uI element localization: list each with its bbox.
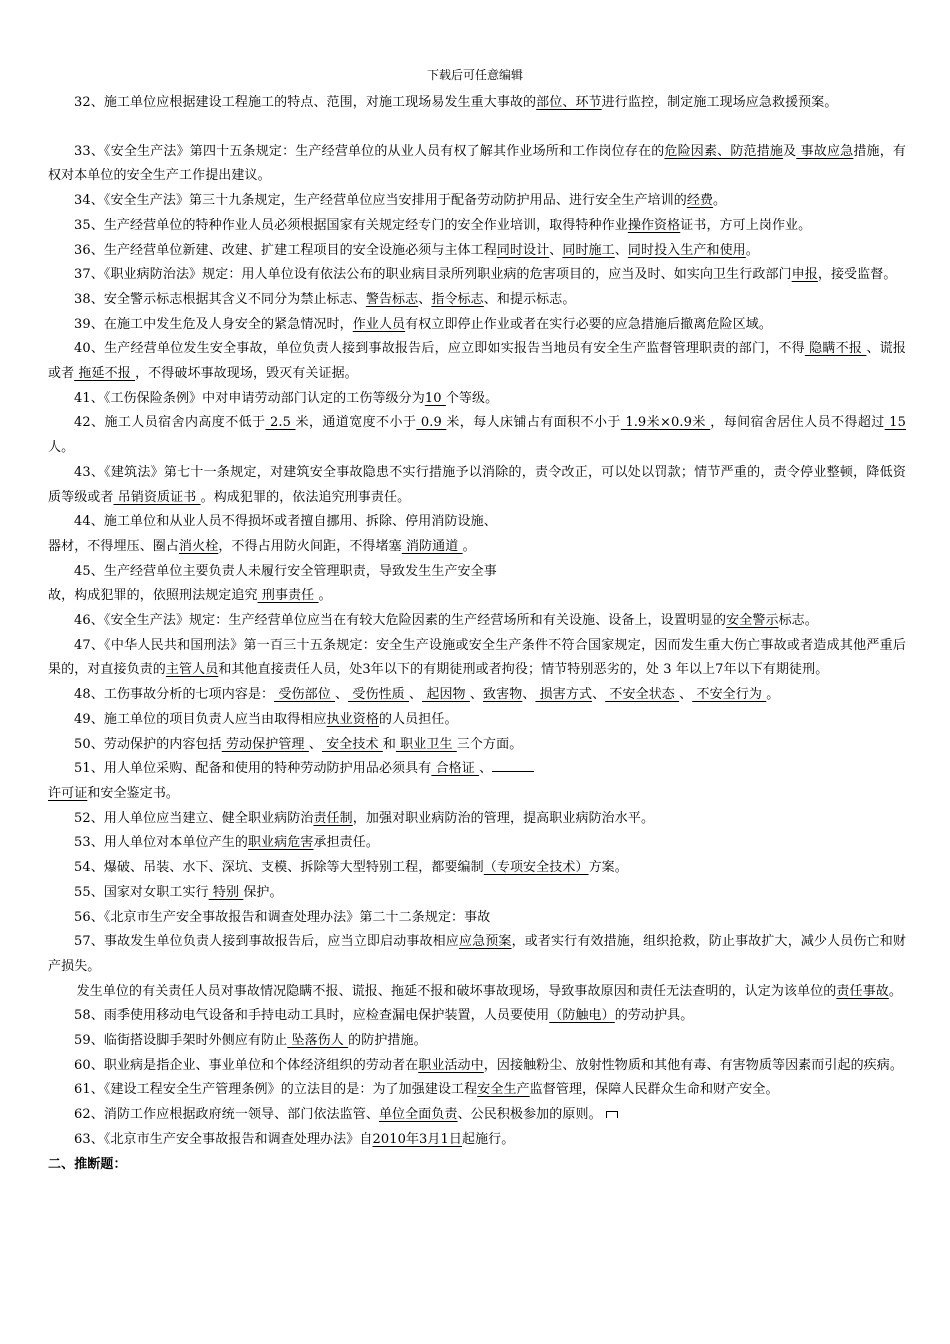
item-40: 40、生产经营单位发生安全事故，单位负责人接到事故报告后，应立即如实报告当地员有安全生产监督管理职责的部门，不得 隐瞒不报 、谎报或者 拖延不报 ，不得破坏事故现场，毁灭有关证据。 <box>48 341 906 382</box>
item-57: 57、事故发生单位负责人接到事故报告后，应当立即启动事故相应应急预案，或者实行有效措施，组织抢救，防止事故扩大，减少人员伤亡和财产损失。 <box>48 934 906 974</box>
item-37: 37、《职业病防治法》规定：用人单位设有依法公布的职业病目录所列职业病的危害项目的，应当及时、如实向卫生行政部门申报，接受监督。 <box>74 267 897 283</box>
item-59: 59、临街搭设脚手架时外侧应有防止 坠落伤人 的防护措施。 <box>74 1033 427 1049</box>
item-52: 52、用人单位应当建立、健全职业病防治责任制，加强对职业病防治的管理，提高职业病防治水平。 <box>74 810 655 826</box>
item-35: 35、生产经营单位的特种作业人员必须根据国家有关规定经专门的安全作业培训，取得特种作业操作资格证书，方可上岗作业。 <box>74 217 812 233</box>
item-58: 58、雨季使用移动电气设备和手持电动工具时，应检查漏电保护装置，人员要使用（防触电）的劳动护具。 <box>74 1008 694 1024</box>
item-43: 43、《建筑法》第七十一条规定，对建筑安全事故隐患不实行措施予以消除的，责令改正，可以处以罚款；情节严重的，责令停业整顿，降低资质等级或者 吊销资质证书 。构成犯罪的，依法追究刑事责任。 <box>48 464 906 505</box>
item-44: 44、施工单位和从业人员不得损坏或者擅自挪用、拆除、停用消防设施、 <box>74 514 497 530</box>
section-title: 二、推断题： <box>48 1156 127 1172</box>
item-55: 55、国家对女职工实行 特别 保护。 <box>74 884 283 900</box>
item-36: 36、生产经营单位新建、改建、扩建工程项目的安全设施必须与主体工程同时设计、同时施工、同时投入生产和使用。 <box>74 242 759 258</box>
item-60: 60、职业病是指企业、事业单位和个体经济组织的劳动者在职业活动中，因接触粉尘、放射性物质和其他有毒、有害物质等因素而引起的疾病。 <box>74 1057 903 1073</box>
item-44-cont: 器材，不得埋压、圈占消火栓，不得占用防火间距，不得堵塞 消防通道 。 <box>48 538 476 554</box>
item-48: 48、工伤事故分析的七项内容是： 受伤部位 、 受伤性质 、 起因物 、致害物、 损害方式、 不安全状态 、 不安全行为 。 <box>74 687 780 703</box>
item-51-cont: 许可证和安全鉴定书。 <box>48 785 180 801</box>
item-56: 56、《北京市生产安全事故报告和调查处理办法》第二十二条规定：事故 <box>74 909 491 925</box>
item-61: 61、《建设工程安全生产管理条例》的立法目的是：为了加强建设工程安全生产监督管理，保障人民群众生命和财产安全。 <box>74 1082 779 1098</box>
answer-blank <box>492 757 534 772</box>
item-33: 33、《安全生产法》第四十五条规定：生产经营单位的从业人员有权了解其作业场所和工作岗位存在的危险因素、防范措施及 事故应急措施，有权对本单位的安全生产工作提出建议。 <box>48 143 906 184</box>
item-50: 50、劳动保护的内容包括 劳动保护管理 、 安全技术 和 职业卫生 三个方面。 <box>74 736 523 752</box>
bracket-mark <box>606 1111 618 1118</box>
item-34: 34、《安全生产法》第三十九条规定，生产经营单位应当安排用于配备劳动防护用品、进行安全生产培训的经费。 <box>74 193 727 209</box>
item-42: 42、施工人员宿舍内高度不低于 2.5 米，通道宽度不小于 0.9 米，每人床铺占有面积不小于 1.9米×0.9米 ，每间宿舍居住人员不得超过 15 人。 <box>48 415 906 456</box>
item-45-cont: 故，构成犯罪的，依照刑法规定追究 刑事责任 。 <box>48 588 332 604</box>
item-32: 32、施工单位应根据建设工程施工的特点、范围，对施工现场易发生重大事故的部位、环节进行监控，制定施工现场应急救援预案。 <box>74 95 838 110</box>
item-54: 54、爆破、吊装、水下、深坑、支模、拆除等大型特别工程，都要编制（专项安全技术）方案。 <box>74 860 628 876</box>
item-47: 47、《中华人民共和国刑法》第一百三十五条规定：安全生产设施或安全生产条件不符合国家规定，因而发生重大伤亡事故或者造成其他严重后果的，对直接负责的主管人员和其他直接责任人员，处3年以下的有期徒刑或者拘役；情节特别恶劣的，处 3 年以上7年以下有期徒刑。 <box>48 637 906 678</box>
item-46: 46、《安全生产法》规定：生产经营单位应当在有较大危险因素的生产经营场所和有关设施、设备上，设置明显的安全警示标志。 <box>74 613 818 629</box>
item-39: 39、在施工中发生危及人身安全的紧急情况时，作业人员有权立即停止作业或者在实行必要的应急措施后撤离危险区域。 <box>74 316 772 332</box>
item-51: 51、用人单位采购、配备和使用的特种劳动防护用品必须具有 合格证 、 <box>48 757 906 782</box>
item-57-cont: 发生单位的有关责任人员对事故情况隐瞒不报、谎报、拖延不报和破坏事故现场，导致事故原因和责任无法查明的，认定为该单位的责任事故。 <box>76 983 902 999</box>
item-63: 63、《北京市生产安全事故报告和调查处理办法》自2010年3月1日起施行。 <box>74 1131 515 1147</box>
item-41: 41、《工伤保险条例》中对申请劳动部门认定的工伤等级分为10 个等级。 <box>74 390 499 406</box>
page-header: 下载后可任意编辑 <box>426 68 523 82</box>
item-53: 53、用人单位对本单位产生的职业病危害承担责任。 <box>74 835 379 851</box>
document-body <box>48 91 906 1177</box>
item-45: 45、生产经营单位主要负责人未履行安全管理职责，导致发生生产安全事 <box>74 563 497 579</box>
item-38: 38、安全警示标志根据其含义不同分为禁止标志、警告标志、指令标志、和提示标志。 <box>74 291 576 307</box>
item-62: 62、消防工作应根据政府统一领导、部门依法监管、单位全面负责、公民积极参加的原则。 <box>48 1103 906 1128</box>
item-49: 49、施工单位的项目负责人应当由取得相应执业资格的人员担任。 <box>74 711 458 727</box>
